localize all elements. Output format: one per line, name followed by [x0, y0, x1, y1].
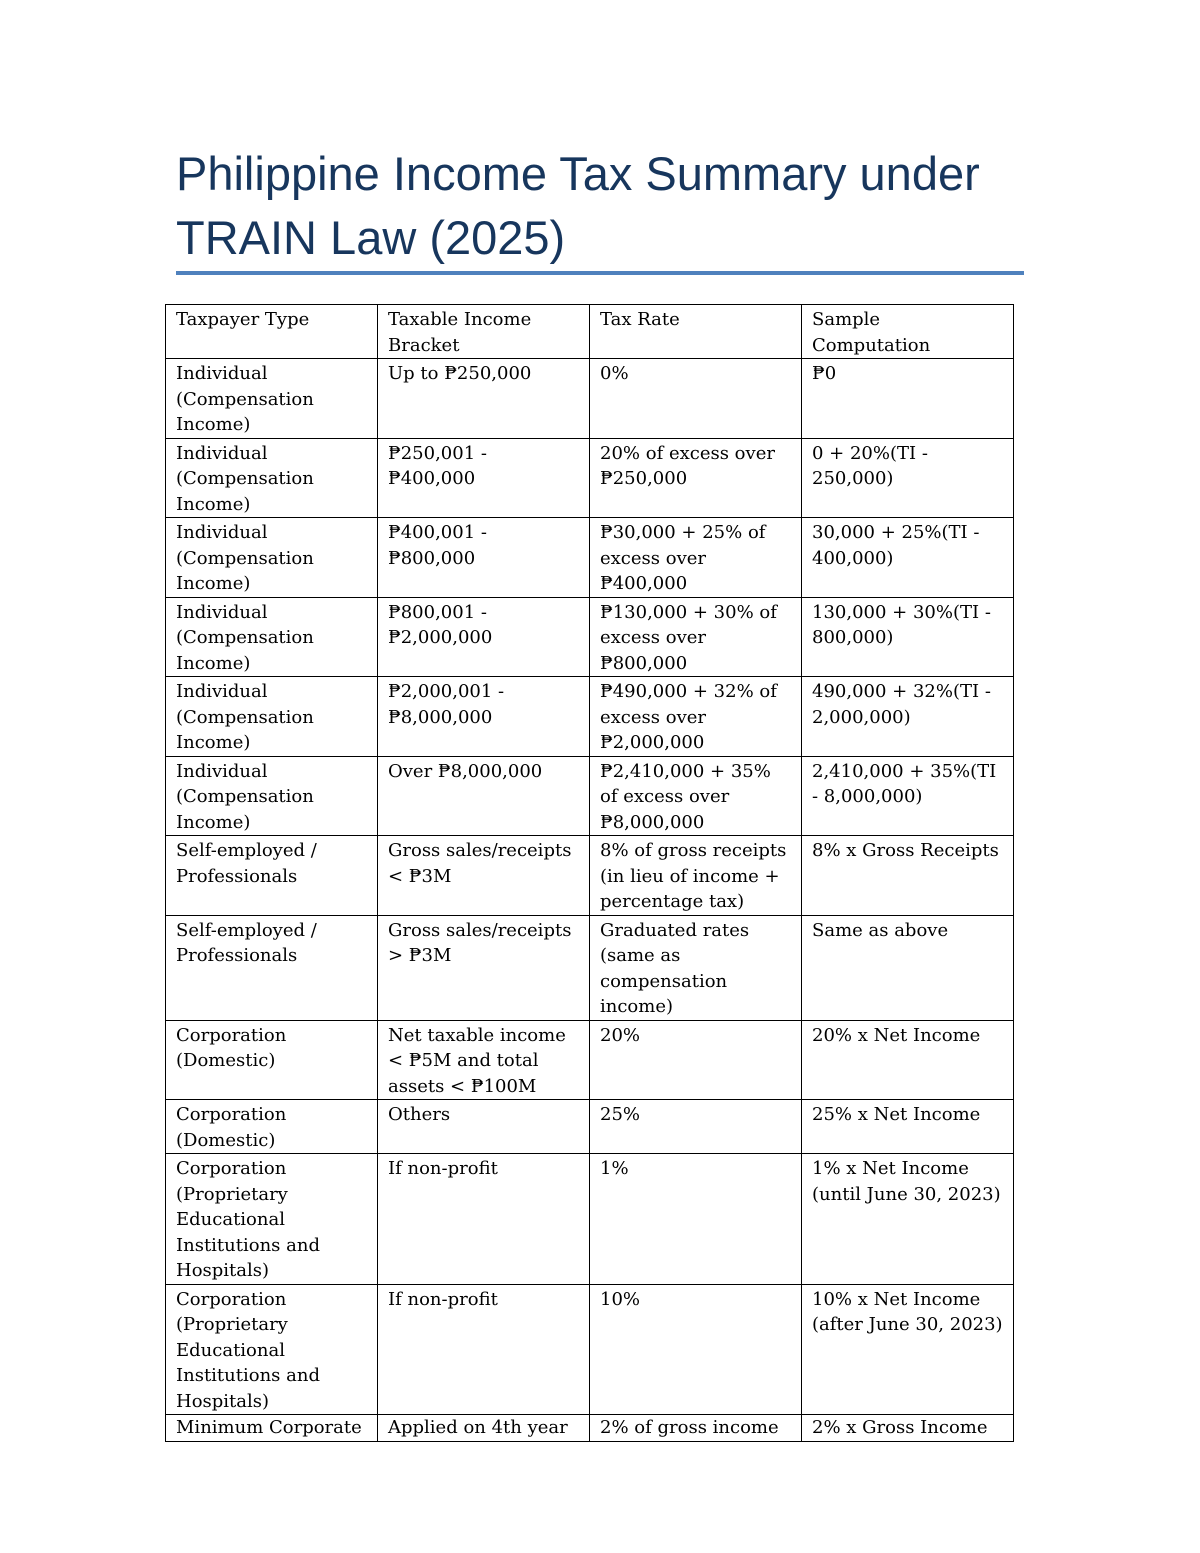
cell-sample-computation: 0 + 20%(TI - 250,000): [802, 438, 1014, 518]
table-row: [166, 438, 1014, 518]
cell-sample-computation: 490,000 + 32%(TI - 2,000,000): [802, 677, 1014, 757]
cell-income-bracket: Over ₱8,000,000: [378, 756, 590, 836]
page-title: Philippine Income Tax Summary under TRAIN Law (2025): [176, 147, 980, 264]
cell-tax-rate: ₱130,000 + 30% of excess over ₱800,000: [590, 597, 802, 677]
cell-sample-computation: 2% x Gross Income: [802, 1415, 1014, 1442]
cell-income-bracket: If non-profit: [378, 1154, 590, 1285]
cell-income-bracket: ₱800,001 - ₱2,000,000: [378, 597, 590, 677]
table-row: [166, 518, 1014, 598]
cell-taxpayer-type: Individual (Compensation Income): [166, 438, 378, 518]
cell-tax-rate: 8% of gross receipts (in lieu of income + percentage tax): [590, 836, 802, 916]
cell-tax-rate: ₱490,000 + 32% of excess over ₱2,000,000: [590, 677, 802, 757]
header-taxpayer-type: Taxpayer Type: [166, 305, 378, 359]
tax-summary-table: [165, 304, 1014, 1442]
cell-taxpayer-type: Self-employed / Professionals: [166, 836, 378, 916]
cell-taxpayer-type: Corporation (Domestic): [166, 1020, 378, 1100]
cell-taxpayer-type: Individual (Compensation Income): [166, 359, 378, 439]
table-header-row: [166, 305, 1014, 359]
cell-taxpayer-type: Corporation (Proprietary Educational Institutions and Hospitals): [166, 1154, 378, 1285]
cell-taxpayer-type: Individual (Compensation Income): [166, 677, 378, 757]
cell-sample-computation: 2,410,000 + 35%(TI - 8,000,000): [802, 756, 1014, 836]
cell-tax-rate: 10%: [590, 1284, 802, 1415]
cell-income-bracket: Applied on 4th year: [378, 1415, 590, 1442]
cell-tax-rate: ₱30,000 + 25% of excess over ₱400,000: [590, 518, 802, 598]
title-underline: [176, 271, 1024, 275]
cell-income-bracket: ₱400,001 - ₱800,000: [378, 518, 590, 598]
table-row: [166, 756, 1014, 836]
cell-taxpayer-type: Corporation (Proprietary Educational Institutions and Hospitals): [166, 1284, 378, 1415]
cell-income-bracket: Gross sales/receipts > ₱3M: [378, 915, 590, 1020]
table-row: [166, 1415, 1014, 1442]
table-row: [166, 677, 1014, 757]
cell-sample-computation: 130,000 + 30%(TI - 800,000): [802, 597, 1014, 677]
cell-income-bracket: Gross sales/receipts < ₱3M: [378, 836, 590, 916]
table-row: [166, 915, 1014, 1020]
cell-tax-rate: Graduated rates (same as compensation income): [590, 915, 802, 1020]
cell-sample-computation: Same as above: [802, 915, 1014, 1020]
cell-taxpayer-type: Individual (Compensation Income): [166, 518, 378, 598]
cell-tax-rate: 1%: [590, 1154, 802, 1285]
cell-income-bracket: Net taxable income < ₱5M and total assets < ₱100M: [378, 1020, 590, 1100]
cell-sample-computation: 25% x Net Income: [802, 1100, 1014, 1154]
cell-tax-rate: 0%: [590, 359, 802, 439]
table-row: [166, 359, 1014, 439]
cell-taxpayer-type: Individual (Compensation Income): [166, 597, 378, 677]
cell-sample-computation: 8% x Gross Receipts: [802, 836, 1014, 916]
cell-sample-computation: 1% x Net Income (until June 30, 2023): [802, 1154, 1014, 1285]
table-row: [166, 597, 1014, 677]
cell-taxpayer-type: Minimum Corporate: [166, 1415, 378, 1442]
header-tax-rate: Tax Rate: [590, 305, 802, 359]
cell-income-bracket: ₱250,001 - ₱400,000: [378, 438, 590, 518]
cell-tax-rate: ₱2,410,000 + 35% of excess over ₱8,000,000: [590, 756, 802, 836]
cell-income-bracket: Up to ₱250,000: [378, 359, 590, 439]
cell-tax-rate: 25%: [590, 1100, 802, 1154]
header-sample-computation: Sample Computation: [802, 305, 1014, 359]
table-row: [166, 1100, 1014, 1154]
cell-income-bracket: ₱2,000,001 - ₱8,000,000: [378, 677, 590, 757]
cell-tax-rate: 20%: [590, 1020, 802, 1100]
table-row: [166, 836, 1014, 916]
cell-sample-computation: 30,000 + 25%(TI - 400,000): [802, 518, 1014, 598]
table-row: [166, 1284, 1014, 1415]
cell-sample-computation: ₱0: [802, 359, 1014, 439]
cell-income-bracket: If non-profit: [378, 1284, 590, 1415]
cell-taxpayer-type: Individual (Compensation Income): [166, 756, 378, 836]
cell-taxpayer-type: Corporation (Domestic): [166, 1100, 378, 1154]
header-taxable-income-bracket: Taxable Income Bracket: [378, 305, 590, 359]
cell-tax-rate: 20% of excess over ₱250,000: [590, 438, 802, 518]
cell-sample-computation: 10% x Net Income (after June 30, 2023): [802, 1284, 1014, 1415]
table-row: [166, 1020, 1014, 1100]
cell-taxpayer-type: Self-employed / Professionals: [166, 915, 378, 1020]
cell-sample-computation: 20% x Net Income: [802, 1020, 1014, 1100]
table-row: [166, 1154, 1014, 1285]
cell-income-bracket: Others: [378, 1100, 590, 1154]
cell-tax-rate: 2% of gross income: [590, 1415, 802, 1442]
